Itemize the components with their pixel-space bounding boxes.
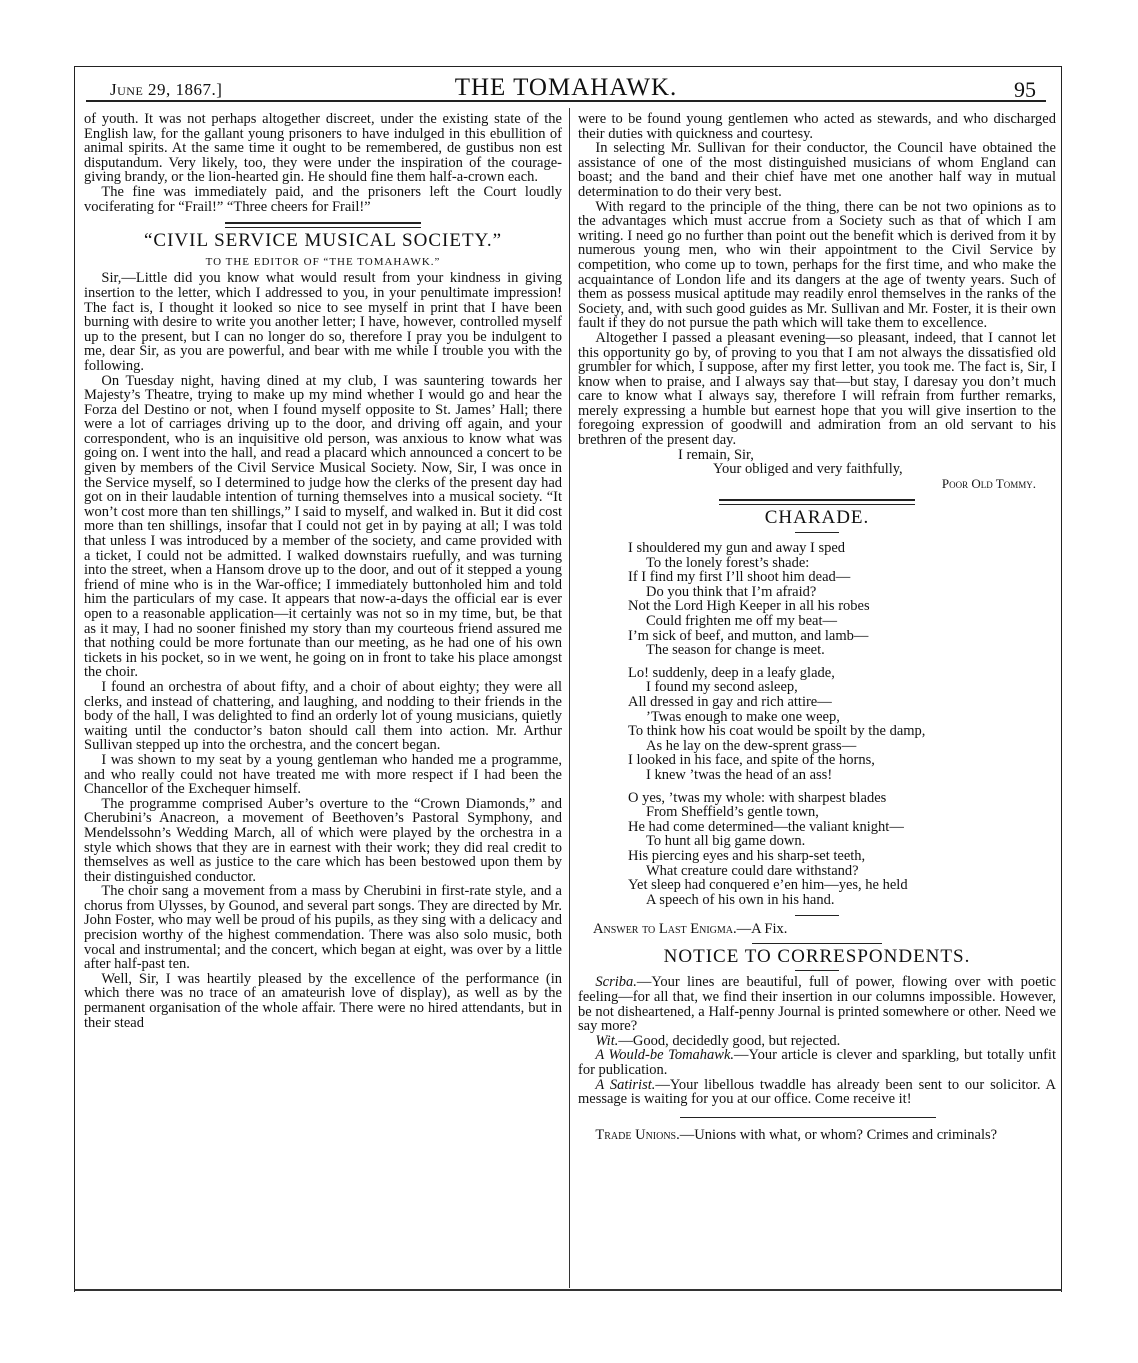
signoff-line: I remain, Sir, [678, 446, 754, 463]
charade-title: CHARADE. [764, 507, 870, 529]
right-column [578, 112, 1056, 1142]
poem-stanza [628, 666, 1056, 783]
poem-line: I looked in his face, and spite of the horns, [628, 752, 875, 769]
poem-line: What creature could dare withstand? [646, 862, 859, 879]
section-divider [225, 222, 421, 228]
letter-paragraph: On Tuesday night, having dined at my club, I was sauntering towards her Majesty’s Theatre, trying to make up my mind whether I would go and hear the Forza del Destino or not, when I found myself opposite to St. James’ Hall; there were a lot of carriages driving up to the door, and driving off again, and your correspondent, who is an inquisitive old person, was anxious to know what was going on. I went into the hall, and read a placard which announced a concert to be given by members of the Civil Service Musical Society. Now, Sir, I was once in the Service myself, so I determined to judge how the clerks of the present day had got on in their laudable intention of turning themselves into a musical society. “It won’t cost more than ten shillings,” I said to myself, and walked in. But it did cost more than ten shillings, insofar that I could not get in by paying at all; I was told that unless I was introduced by a member of the society, and came provided with a ticket, I could not be admitted. I walked downstairs ruefully, and was turning into the street, when a Hansom drove up to the door, and out of it stepped a young friend of mine who is in the War-office; I immediately buttonholed him and told him the particulars of my case. It appears that now-a-days the official ear is ever open to a reasonable application—it certainly was not so in my time, but, be that as it may, I had no sooner finished my story than my courteous friend assured me that nothing could be more fortunate than our meeting, as he had one of his own tickets in his pocket, so in we went, he going on in front to take his place amongst the choir. [84, 372, 562, 681]
notice-text: —Your lines are beautiful, full of power, flowing over with poetic feeling—for all that, we find their insertion in our columns impossible. However, be not disheartened, a Half-penny Journal is printed somewhere or other. Need we say more? [578, 974, 1056, 1035]
notice-name: Wit. [595, 1032, 619, 1049]
letter-heading: TO THE EDITOR OF “THE TOMAHAWK.” [205, 255, 441, 268]
poem-stanza [628, 791, 1056, 908]
letter-paragraph: Altogether I passed a pleasant evening—so pleasant, indeed, that I cannot let this opportunity go by, of proving to you that I am not always the dissatisfied old grumbler for which, I suppose, after my first letter, you took me. The fact is, Sir, I know when to praise, and I always say that—but stay, I daresay you don’t much care to know what I always say, therefore I will refrain from further remarks, merely expressing a humble but earnest hope that you will give insertion to the foregoing expression of goodwill and admiration from an old servant to his brethren of the present day. [578, 329, 1056, 449]
letter-paragraph: I found an orchestra of about fifty, and a choir of about eighty; they were all clerks, and instead of chattering, and laughing, and nodding to their friends in the body of the hall, I was delighted to find an orderly lot of young musicians, quietly waiting until the conductor’s baton should call them into action. Mr. Arthur Sullivan stepped up into the orchestra, and the concert began. [84, 678, 562, 754]
signoff-line: Your obliged and very faithfully, [713, 461, 903, 478]
poem-line: If I find my first I’ll shoot him dead— [628, 569, 851, 586]
poem-line: Could frighten me off my beat— [646, 613, 838, 629]
notice-item [578, 1048, 1056, 1077]
poem-line: Yet sleep had conquered e’en him—yes, he held [628, 877, 908, 894]
poem-line: I found my second asleep, [646, 679, 798, 696]
notice-name: A Would-be Tomahawk. [595, 1047, 735, 1064]
poem-line: To think how his coat would be spoilt by the damp, [628, 723, 926, 740]
letter-paragraph: I was shown to my seat by a young gentleman who handed me a programme, and who really could not have treated me with more respect if I had been the Chancellor of the Exchequer himself. [84, 751, 562, 798]
notice-title: NOTICE TO CORRESPONDENTS. [663, 945, 971, 967]
page-number: 95 [1014, 77, 1036, 102]
letter-paragraph: Well, Sir, I was heartily pleased by the excellence of the performance (in which there was no trace of an amateurish love of display), as well as by the permanent organisation of the whole affair. There were no hired attendants, but in their stead [84, 970, 562, 1031]
letter-paragraph: With regard to the principle of the thing, there can be not two opinions as to the advantages which must accrue from a Society such as that of which I am writing. I need go no further than point out the benefit which is derived from it by numerous young men, who win their appointment to the Civil Service by competition, who come up to town, perhaps for the first time, and who make the acquaintance of London life and its dangers at the age of twenty years. Such of them as possess musical aptitude may readily enrol themselves in the ranks of the Society, and, with such good guides as Mr. Sullivan and Mr. Foster, it is their own fault if they do not pursue the path which will take them to excellence. [578, 198, 1056, 332]
charade-poem [628, 541, 1056, 907]
poem-line: As he lay on the dew-sprent grass— [646, 737, 857, 754]
poem-line: He had come determined—the valiant knight— [628, 818, 904, 835]
short-divider [795, 532, 839, 533]
enigma-answer [578, 922, 1056, 937]
poem-line: Do you think that I’m afraid? [646, 583, 817, 600]
short-divider [795, 915, 839, 916]
poem-line: I shouldered my gun and away I sped [628, 540, 846, 557]
short-divider [795, 970, 839, 971]
trade-unions-label: Trade Unions. [595, 1126, 680, 1143]
poem-line: I knew ’twas the head of an ass! [646, 766, 833, 783]
poem-line: O yes, ’twas my whole: with sharpest blades [628, 789, 887, 806]
answer-text: —A Fix. [736, 921, 788, 938]
poem-line: Not the Lord High Keeper in all his robes [628, 598, 870, 615]
trade-unions-text: —Unions with what, or whom? Crimes and criminals? [679, 1126, 998, 1143]
letter-paragraph: The choir sang a movement from a mass by Cherubini in first-rate style, and a chorus from Ulysses, by Gounod, and several part songs. They are directed by Mr. John Foster, who may well be proud of his pupils, as they sing with a delicacy and precision worthy of the highest commendation. There was also solo music, both vocal and instrumental; and the concert, which began at eight, was over by a little after half-past ten. [84, 883, 562, 973]
notice-name: Scriba. [595, 974, 637, 991]
notice-text: —Good, decidedly good, but rejected. [618, 1032, 841, 1049]
poem-stanza [628, 541, 1056, 658]
signature: Poor Old Tommy. [941, 475, 1036, 491]
poem-line: His piercing eyes and his sharp-set teeth, [628, 847, 866, 864]
page-header [86, 74, 1046, 102]
notice-item [578, 975, 1056, 1033]
trade-unions-item [578, 1128, 1056, 1143]
poem-line: The season for change is meet. [646, 642, 825, 659]
poem-line: To the lonely forest’s shade: [646, 554, 810, 571]
section-divider [719, 499, 915, 505]
column-divider [569, 108, 570, 1288]
poem-line: A speech of his own in his hand. [646, 891, 835, 908]
intro-paragraph: The fine was immediately paid, and the prisoners left the Court loudly vociferating for “Frail!” “Three cheers for Frail!” [84, 183, 562, 215]
bottom-rule [74, 1289, 1062, 1291]
issue-date: June 29, 1867.] [110, 80, 223, 99]
poem-line: I’m sick of beef, and mutton, and lamb— [628, 627, 869, 644]
poem-line: All dressed in gay and rich attire— [628, 693, 832, 710]
left-column [84, 112, 562, 1030]
intro-paragraph: of youth. It was not perhaps altogether discreet, under the existing state of the English law, for the gallant young prisoners to have indulged in this ebullition of animal spirits. At the same time it ought to be remembered, de gustibus non est disputandum. Very likely, too, they were under the inspiration of the courage-giving brandy, or the lion-hearted gin. He should fine them half-a-crown each. [84, 111, 562, 186]
poem-line: ’Twas enough to make one weep, [646, 708, 840, 725]
letter-paragraph: Sir,—Little did you know what would result from your kindness in giving insertion to the letter, which I addressed to you, in your penultimate impression! The fact is, I thought it looked so nice to see myself in print that I have been burning with desire to write you another letter; I have, however, controlled myself up to the present, but I can no longer do so, therefore I pray you be indulgent to me, dear Sir, as you are powerful, and bear with me while I trouble you with the following. [84, 270, 562, 374]
masthead-title: THE TOMAHAWK. [454, 74, 678, 101]
letter-paragraph: were to be found young gentlemen who acted as stewards, and who discharged their duties with quickness and courtesy. [578, 111, 1056, 142]
article-title: “CIVIL SERVICE MUSICAL SOCIETY.” [143, 230, 503, 252]
poem-line: Lo! suddenly, deep in a leafy glade, [628, 664, 835, 681]
notice-text: —Your libellous twaddle has already been sent to our solicitor. A message is waiting for you at our office. Come receive it! [578, 1076, 1056, 1108]
notice-item [578, 1078, 1056, 1107]
notice-name: A Satirist. [595, 1076, 656, 1093]
section-divider [680, 1117, 936, 1118]
notice-text: —Your article is clever and sparkling, but totally unfit for publication. [578, 1047, 1056, 1079]
letter-paragraph: The programme comprised Auber’s overture to the “Crown Diamonds,” and Cherubini’s Anacreon, a movement of Beethoven’s Pastoral Symphony, and Mendelssohn’s Wedding March, all of which were played by the orchestra in a style which shows that they are in earnest with their work; they did real credit to themselves as well as justice to the care which has been bestowed upon them by their distinguished conductor. [84, 795, 562, 885]
section-divider [752, 943, 882, 944]
poem-line: From Sheffield’s gentle town, [646, 804, 819, 821]
notice-item [578, 1034, 1056, 1049]
answer-label: Answer to Last Enigma. [593, 921, 737, 938]
poem-line: To hunt all big game down. [646, 833, 806, 850]
letter-paragraph: In selecting Mr. Sullivan for their conductor, the Council have obtained the assistance of one of the most distinguished musicians of whom England can boast; and the band and their chief have met one another half way in mutual determination to do their very best. [578, 140, 1056, 200]
